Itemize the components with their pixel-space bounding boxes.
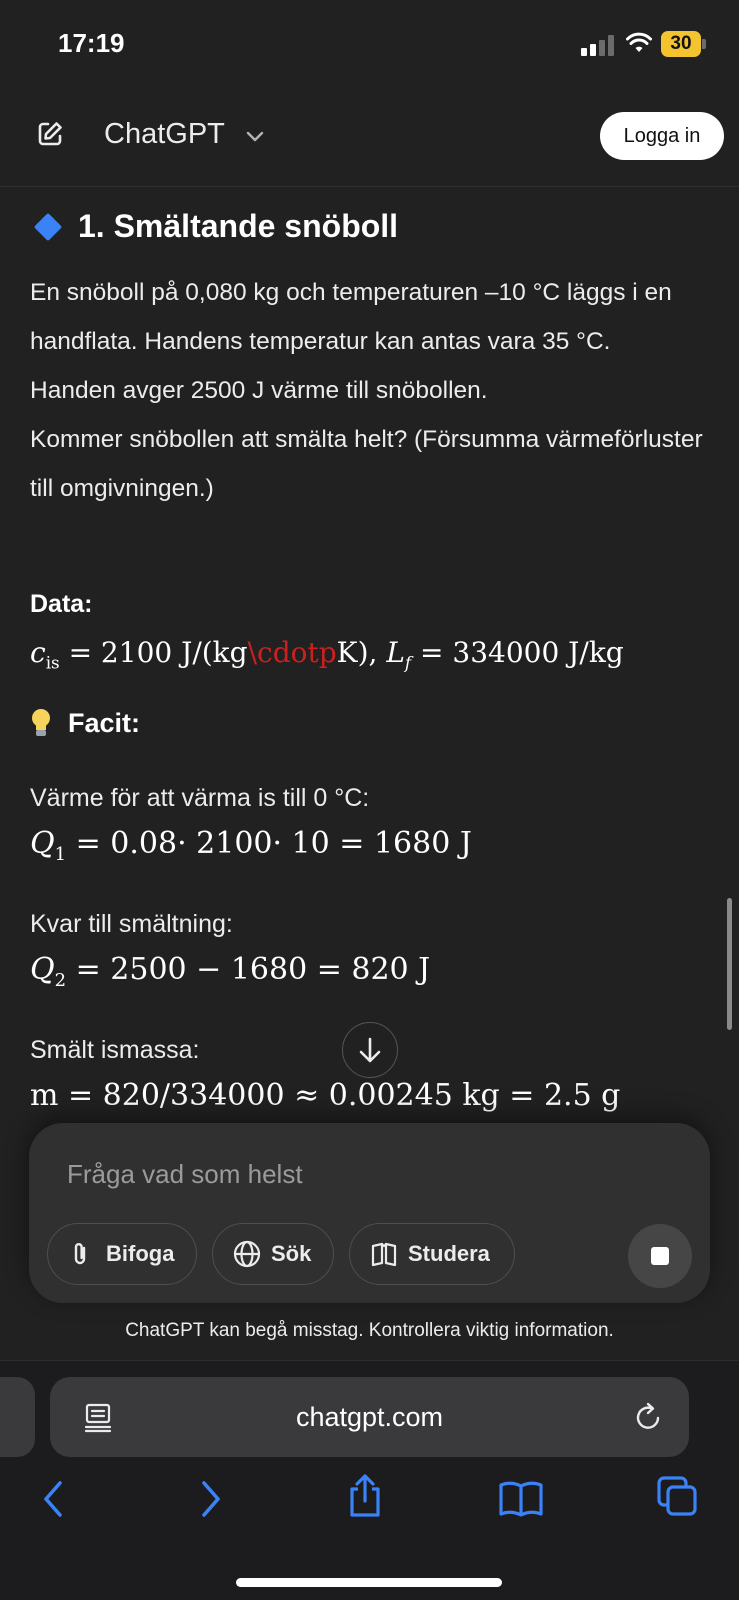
stop-icon bbox=[651, 1247, 669, 1265]
attach-button[interactable] bbox=[47, 1223, 197, 1285]
model-selector-title[interactable]: ChatGPT bbox=[104, 118, 225, 150]
problem-text bbox=[30, 268, 720, 513]
app-header bbox=[0, 92, 739, 187]
composer bbox=[29, 1123, 710, 1303]
chat-message bbox=[0, 188, 739, 1118]
scroll-to-bottom-button[interactable] bbox=[342, 1022, 398, 1078]
attach-label: Bifoga bbox=[106, 1241, 175, 1266]
paperclip-icon bbox=[68, 1240, 92, 1268]
problem-line: Handen avger 2500 J värme till snöbollen. bbox=[30, 377, 488, 404]
message-input[interactable]: Fråga vad som helst bbox=[67, 1159, 303, 1189]
step3-formula: m = 820/334000 ≈ 0.00245 kg = 2.5 g bbox=[30, 1078, 621, 1113]
globe-icon bbox=[233, 1240, 261, 1268]
problem-question: Kommer snöbollen att smälta helt? (Försumma värmeförluster till omgivningen.) bbox=[30, 426, 703, 502]
step2-label: Kvar till smältning: bbox=[30, 910, 233, 938]
url-text: chatgpt.com bbox=[295, 1402, 444, 1432]
battery-icon bbox=[661, 31, 705, 57]
step1-formula: $Q_1 = 0.08\cdot 2100\cdot 10 = 1680$ J bbox=[30, 826, 472, 865]
disclaimer-text: ChatGPT kan begå misstag. Kontrollera viktig information. bbox=[125, 1320, 614, 1341]
address-bar[interactable] bbox=[50, 1377, 689, 1457]
study-button[interactable] bbox=[349, 1223, 515, 1285]
cellular-signal-icon bbox=[581, 34, 617, 56]
status-bar bbox=[0, 0, 739, 92]
stop-generating-button[interactable] bbox=[628, 1224, 692, 1288]
blue-diamond-icon bbox=[34, 212, 62, 240]
search-button[interactable] bbox=[212, 1223, 334, 1285]
lightbulb-icon bbox=[30, 708, 52, 738]
login-button[interactable]: Logga in bbox=[600, 112, 724, 160]
problem-paragraph: En snöboll på 0,080 kg och temperaturen –10 °C läggs i en handflata. Handens temperatur kan antas vara 35 °C. bbox=[30, 279, 672, 355]
step1-label: Värme för att värma is till 0 °C: bbox=[30, 784, 370, 812]
share-icon[interactable] bbox=[346, 1473, 384, 1519]
tabs-overview-icon[interactable] bbox=[656, 1475, 698, 1517]
latex-error-text: \cdotp bbox=[247, 636, 337, 669]
message-heading: 1. Smältande snöboll bbox=[30, 208, 398, 245]
browser-toolbar bbox=[0, 1360, 739, 1600]
open-book-icon bbox=[370, 1240, 398, 1268]
back-arrow-icon[interactable] bbox=[38, 1479, 68, 1519]
reload-icon[interactable] bbox=[634, 1401, 664, 1433]
previous-tab-preview[interactable] bbox=[0, 1377, 35, 1457]
scrollbar[interactable] bbox=[727, 898, 732, 1030]
home-indicator[interactable] bbox=[236, 1578, 502, 1587]
chevron-down-icon[interactable] bbox=[245, 130, 265, 144]
arrow-down-icon bbox=[342, 1022, 398, 1078]
battery-level: 30 bbox=[661, 31, 701, 57]
data-formula: $c_{is} = 2100$ J/(kg\cdotpK), $L_f = 334000$ J/kg bbox=[30, 636, 624, 673]
study-label: Studera bbox=[408, 1241, 490, 1266]
data-label: Data: bbox=[30, 590, 93, 618]
search-label: Sök bbox=[271, 1241, 312, 1266]
facit-heading: Facit: bbox=[30, 708, 140, 742]
step3-label: Smält ismassa: bbox=[30, 1036, 200, 1064]
forward-arrow-icon[interactable] bbox=[196, 1479, 226, 1519]
wifi-icon bbox=[626, 32, 652, 54]
bookmarks-book-icon[interactable] bbox=[498, 1479, 544, 1519]
status-time: 17:19 bbox=[58, 28, 125, 58]
step2-formula: $Q_2 = 2500 - 1680 = 820$ J bbox=[30, 952, 431, 991]
new-chat-edit-icon[interactable] bbox=[34, 118, 66, 150]
